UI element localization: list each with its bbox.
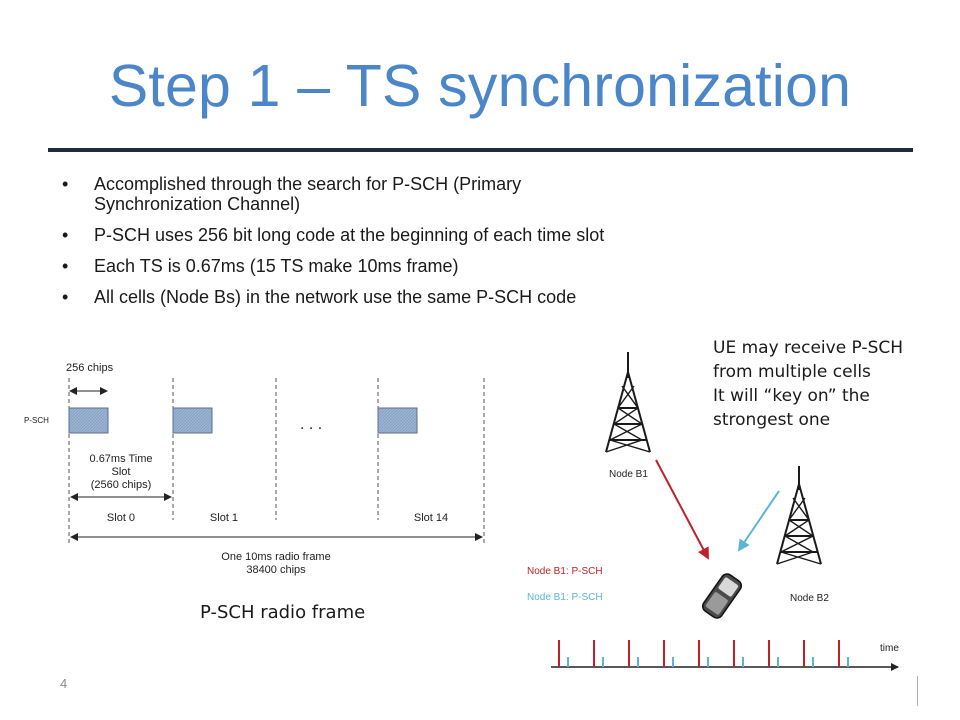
tower-icon [606, 352, 650, 452]
tower-icon [777, 466, 821, 564]
time-label: time [880, 643, 899, 654]
ue-note [713, 336, 903, 432]
bullet-marker: • [62, 287, 69, 307]
slot-time-label: 0.67ms Time [89, 453, 153, 465]
bullet-text: P-SCH uses 256 bit long code at the beginning of each time slot [94, 225, 605, 245]
note-line: from multiple cells [713, 362, 871, 382]
signal-arrow-node-b2 [739, 491, 779, 550]
note-line: It will “key on” the [713, 386, 870, 406]
psch-burst [69, 408, 108, 433]
frame-label: One 10ms radio frame [221, 551, 331, 563]
channel-label: P-SCH [24, 416, 49, 425]
node-b1-label: Node B1 [609, 469, 648, 480]
slot-label: Slot 1 [209, 512, 239, 524]
legend-red: Node B1: P-SCH [527, 566, 603, 577]
bullet-marker: • [62, 256, 69, 276]
slide-title: Step 1 – TS synchronization [108, 53, 852, 119]
ellipsis: . . . [300, 416, 323, 433]
page-number: 4 [60, 676, 68, 691]
blue-ticks [568, 657, 848, 667]
node-b2-label: Node B2 [790, 593, 829, 604]
bullet-text: All cells (Node Bs) in the network use the same P-SCH code [94, 287, 577, 307]
legend-blue: Node B1: P-SCH [527, 592, 603, 603]
bullet-text: Each TS is 0.67ms (15 TS make 10ms frame) [94, 256, 459, 276]
radio-frame-diagram [24, 362, 484, 576]
chips-label: 256 chips [66, 362, 114, 374]
psch-burst [173, 408, 212, 433]
bullet-marker: • [62, 174, 69, 194]
slot-label: Slot 14 [413, 512, 449, 524]
frame-label: 38400 chips [246, 564, 306, 576]
bullet-text: Accomplished through the search for P-SCH (Primary [94, 174, 522, 194]
slot-time-label: (2560 chips) [90, 479, 152, 491]
bullet-marker: • [62, 225, 69, 245]
red-ticks [559, 640, 839, 667]
phone-icon [700, 572, 743, 621]
psch-burst [378, 408, 417, 433]
footer-divider [917, 676, 918, 706]
bullet-text-continued: Synchronization Channel) [94, 194, 301, 214]
radio-frame-caption: P-SCH radio frame [200, 602, 366, 623]
note-line: strongest one [713, 410, 831, 430]
slot-label: Slot 0 [106, 512, 136, 524]
note-line: UE may receive P-SCH [713, 338, 904, 358]
signal-arrow-node-b1 [656, 460, 708, 558]
slot-time-label: Slot [111, 466, 131, 478]
